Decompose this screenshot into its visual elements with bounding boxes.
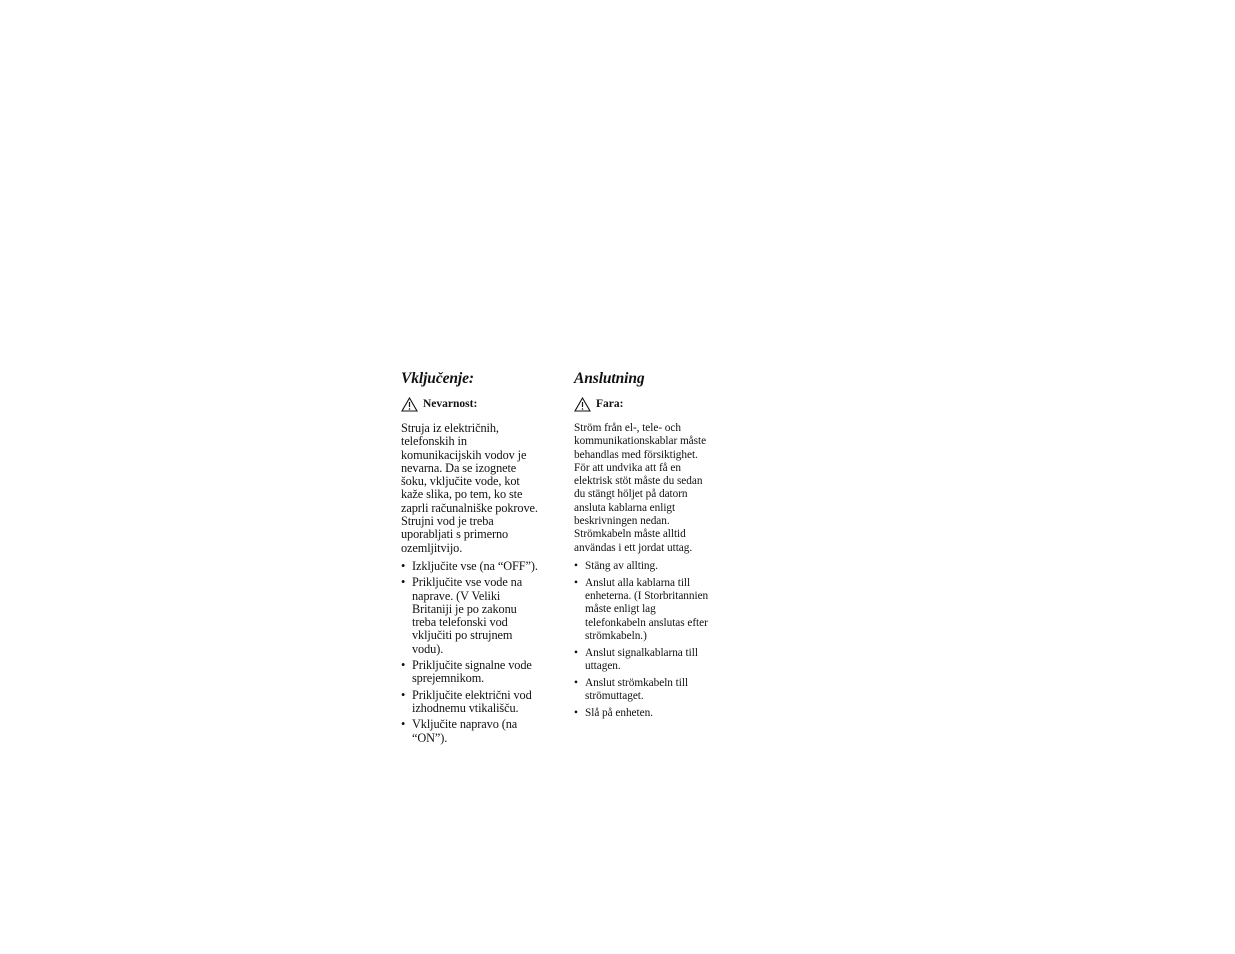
bullet-glyph: • [574, 559, 578, 572]
list-item-line: naprave. (V Veliki [412, 588, 501, 603]
list-item-line: Vključite napravo (na [412, 717, 518, 732]
list-item-line: Anslut strömkabeln till [585, 676, 689, 689]
list-item-line: treba telefonski vod [412, 615, 508, 630]
list-item-line: vključiti po strujnem [412, 628, 513, 643]
paragraph-line: kaže slika, po tem, ko ste [401, 487, 523, 502]
paragraph-line: behandlas med försiktighet. [574, 448, 698, 461]
list-item-line: sprejemnikom. [412, 671, 485, 686]
paragraph-line: kommunikationskablar måste [574, 435, 707, 448]
list-item-line: telefonkabeln anslutas efter [585, 616, 708, 629]
warning-paragraph [574, 422, 734, 555]
section-heading: Anslutning [574, 370, 645, 387]
warning-label: Fara: [596, 398, 624, 410]
list-item-line: Slå på enheten. [585, 706, 653, 719]
paragraph-line: För att undvika att få en [574, 461, 681, 474]
paragraph-line: du stängt höljet på datorn [574, 488, 688, 501]
list-item-line: uttagen. [585, 660, 621, 673]
paragraph-line: Strömkabeln måste alltid [574, 528, 686, 541]
section-heading: Vključenje: [401, 370, 474, 387]
list-item-line: enheterna. (I Storbritannien [585, 590, 709, 603]
list-item-line: Stäng av allting. [585, 559, 658, 572]
paragraph-line: ozemljitvijo. [401, 540, 463, 555]
list-item-line: Britaniji je po zakonu [412, 601, 517, 616]
list-item-line: izhodnemu vtikališču. [412, 700, 519, 715]
paragraph-line: uporabljati s primerno [401, 527, 509, 542]
bullet-glyph: • [401, 717, 406, 732]
list-item [574, 577, 734, 643]
paragraph-line: telefonskih in [401, 434, 467, 449]
list-item [401, 560, 561, 573]
swedish-section [574, 368, 734, 724]
paragraph-line: šoku, vključite vode, kot [401, 474, 520, 489]
bullet-glyph: • [574, 706, 578, 719]
steps-list [401, 560, 561, 745]
list-item-line: “ON”). [412, 730, 448, 745]
bullet-glyph: • [401, 658, 406, 673]
paragraph-line: användas i ett jordat uttag. [574, 541, 693, 554]
paragraph-line: komunikacijskih vodov je [401, 447, 527, 462]
warning-paragraph [401, 422, 561, 555]
list-item [401, 718, 561, 745]
list-item-line: strömuttaget. [585, 690, 644, 703]
bullet-glyph: • [401, 687, 406, 702]
list-item [574, 647, 734, 674]
paragraph-line: Strujni vod je treba [401, 514, 494, 529]
list-item-line: Izključite vse (na “OFF”). [412, 558, 538, 573]
slovenian-section [401, 368, 561, 748]
paragraph-line: Struja iz električnih, [401, 421, 499, 435]
list-item [401, 659, 561, 686]
bullet-glyph: • [401, 575, 406, 590]
list-item [574, 677, 734, 704]
bullet-glyph: • [574, 576, 578, 589]
list-item [401, 689, 561, 716]
paragraph-line: beskrivningen nedan. [574, 515, 670, 528]
steps-list [574, 560, 734, 720]
warning-triangle-icon [574, 397, 591, 412]
bullet-glyph: • [574, 676, 578, 689]
list-item-line: måste enligt lag [585, 603, 656, 616]
list-item-line: Priključite električni vod [412, 687, 532, 702]
list-item-line: Priključite vse vode na [412, 575, 523, 590]
bullet-glyph: • [574, 646, 578, 659]
list-item [574, 707, 734, 720]
list-item-line: Anslut signalkablarna till [585, 646, 698, 659]
warning-row [401, 395, 561, 413]
paragraph-line: zaprli računalniške pokrove. [401, 500, 538, 515]
paragraph-line: elektrisk stöt måste du sedan [574, 475, 703, 488]
bullet-glyph: • [401, 558, 406, 573]
paragraph-line: ansluta kablarna enligt [574, 501, 676, 514]
list-item [574, 560, 734, 573]
list-item-line: Priključite signalne vode [412, 658, 532, 673]
warning-triangle-icon [401, 397, 418, 412]
list-item-line: Anslut alla kablarna till [585, 576, 691, 589]
paragraph-line: Ström från el-, tele- och [574, 422, 681, 434]
paragraph-line: nevarna. Da se izognete [401, 460, 517, 475]
warning-label: Nevarnost: [423, 398, 478, 410]
list-item-line: vodu). [412, 641, 444, 656]
warning-row [574, 395, 734, 413]
list-item [401, 576, 561, 656]
list-item-line: strömkabeln.) [585, 629, 647, 642]
